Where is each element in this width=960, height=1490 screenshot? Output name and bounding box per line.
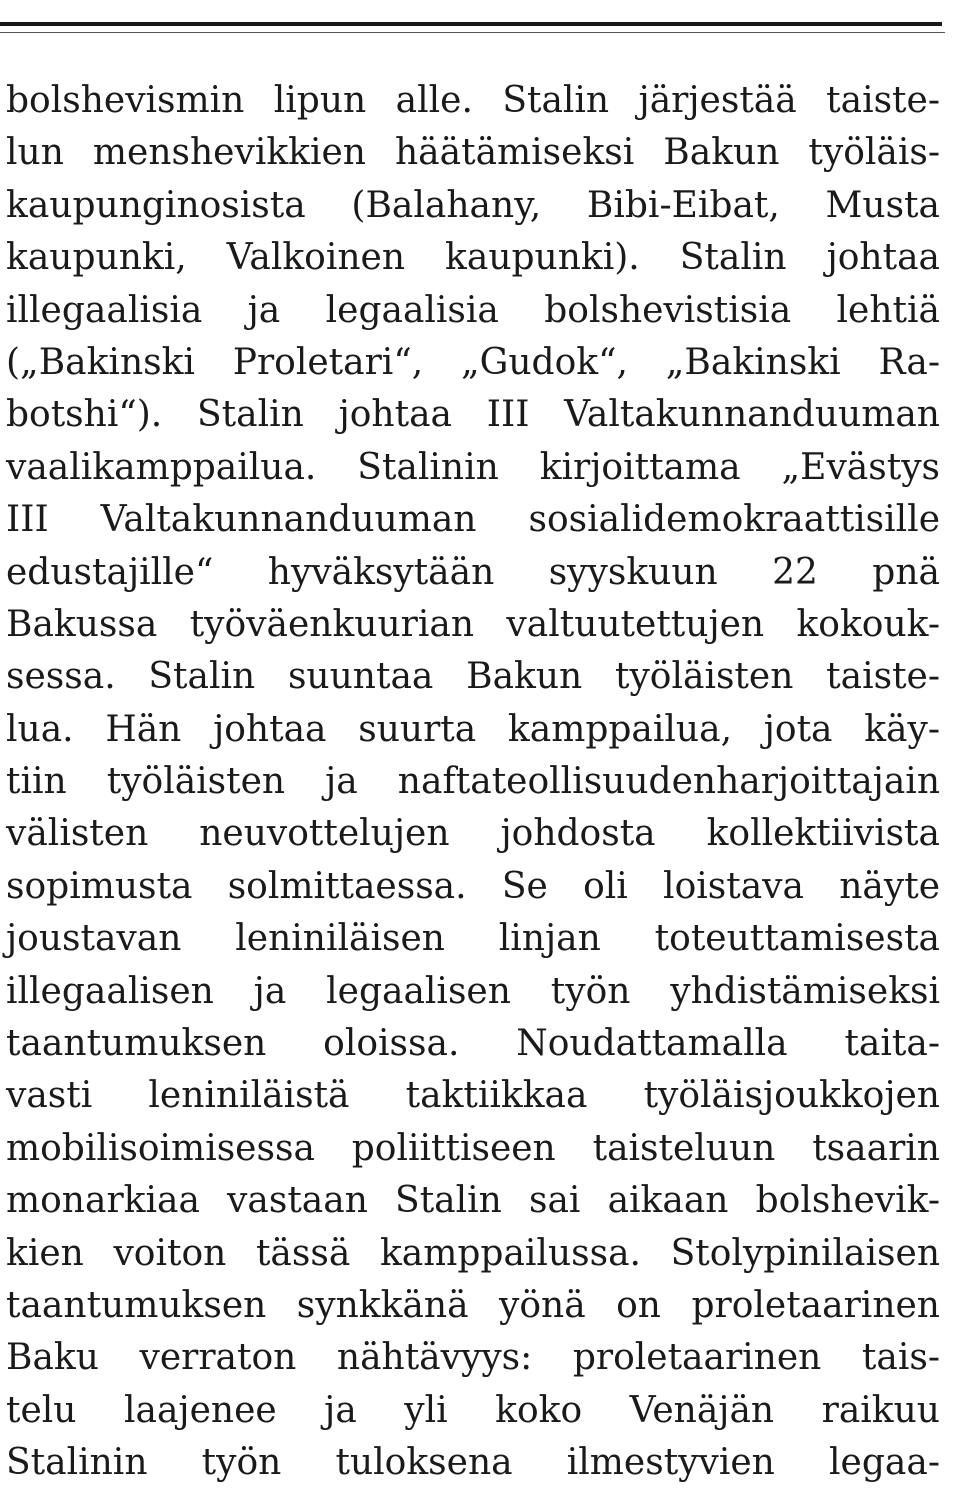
text-line-1: bolshevismin lipun alle. Stalin järjestää taiste-: [6, 80, 940, 121]
text-line-4: kaupunki, Valkoinen kaupunki). Stalin johtaa: [6, 237, 940, 279]
text-line-18: illegaalisen ja legaalisen työn yhdistämiseksi: [6, 970, 940, 1012]
text-line-2: lun menshevikkien häätämiseksi Bakun työläis-: [6, 132, 940, 174]
text-line-24: taantumuksen synkkänä yönä on proletaarinen: [6, 1284, 940, 1326]
header-rule-thick: [0, 22, 942, 26]
text-line-7: botshi“). Stalin johtaa III Valtakunnanduuman: [6, 394, 940, 436]
text-line-8: vaalikamppailua. Stalinin kirjoittama „Evästys: [6, 446, 940, 488]
text-line-27: Stalinin työn tuloksena ilmestyvien legaa-: [6, 1442, 940, 1484]
text-line-17: joustavan leniniläisen linjan toteuttamisesta: [6, 918, 940, 960]
text-line-12: sessa. Stalin suuntaa Bakun työläisten taiste-: [6, 656, 940, 698]
text-line-11: Bakussa työväenkuurian valtuutettujen kokouk-: [6, 603, 940, 645]
text-line-16: sopimusta solmittaessa. Se oli loistava näyte: [6, 865, 940, 907]
text-line-21: mobilisoimisessa poliittiseen taisteluun tsaarin: [6, 1127, 940, 1169]
text-line-3: kaupunginosista (Balahany, Bibi-Eibat, Musta: [6, 184, 940, 226]
text-line-5: illegaalisia ja legaalisia bolshevistisia lehtiä: [6, 289, 940, 331]
text-line-22: monarkiaa vastaan Stalin sai aikaan bolshevik-: [6, 1180, 940, 1222]
header-rule-thin: [0, 32, 945, 33]
text-line-10: edustajille“ hyväksytään syyskuun 22 pnä: [6, 551, 940, 593]
text-line-13: lua. Hän johtaa suurta kamppailua, jota käy-: [6, 708, 940, 750]
body-text: [6, 75, 940, 1490]
text-line-9: III Valtakunnanduuman sosialidemokraattisille: [6, 499, 940, 541]
text-line-20: vasti leniniläistä taktiikkaa työläisjoukkojen: [6, 1075, 940, 1117]
text-line-19: taantumuksen oloissa. Noudattamalla taita-: [6, 1023, 940, 1065]
text-line-15: välisten neuvottelujen johdosta kollektiivista: [6, 813, 940, 855]
text-line-6: („Bakinski Proletari“, „Gudok“, „Bakinski Ra-: [6, 341, 940, 383]
text-line-23: kien voiton tässä kamppailussa. Stolypinilaisen: [6, 1232, 940, 1274]
text-line-25: Baku verraton nähtävyys: proletaarinen tais-: [6, 1337, 940, 1379]
text-line-26: telu laajenee ja yli koko Venäjän raikuu: [6, 1389, 940, 1431]
text-line-14: tiin työläisten ja naftateollisuudenharjoittajain: [6, 761, 940, 803]
